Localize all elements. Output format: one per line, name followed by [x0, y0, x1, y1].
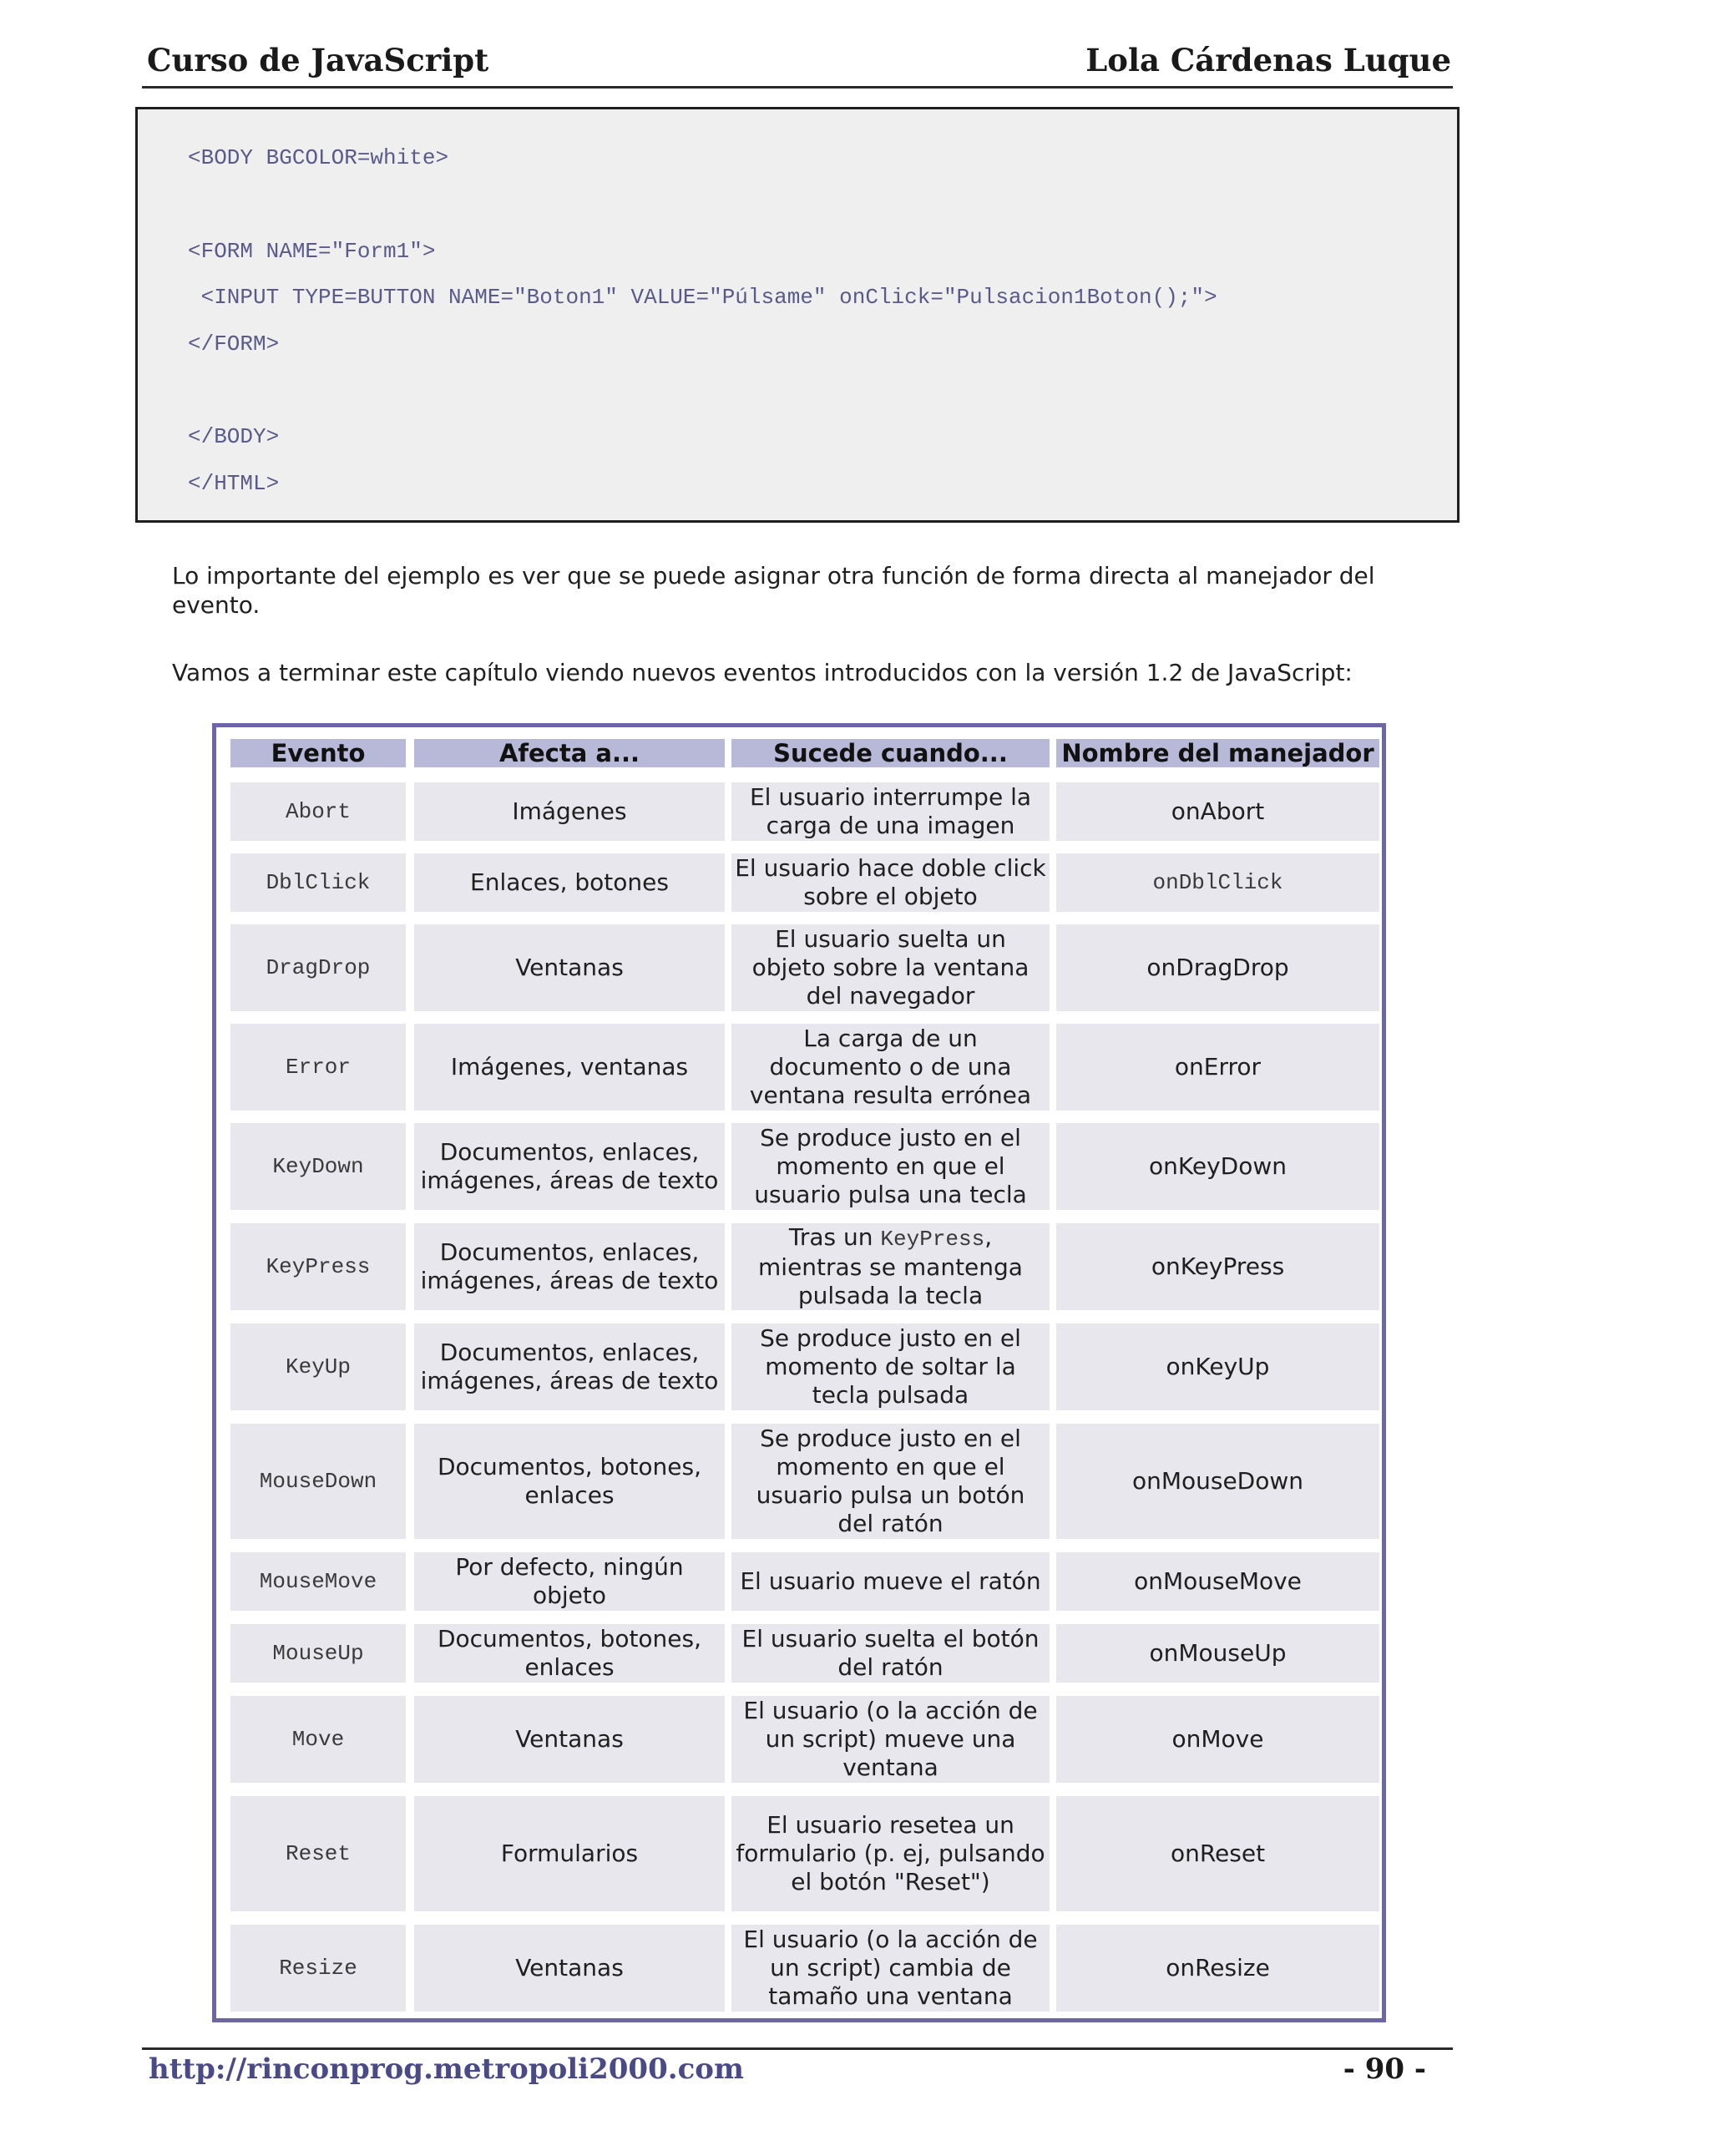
- cell-sucede: [731, 1223, 1050, 1310]
- cell-evento: MouseUp: [230, 1624, 406, 1683]
- paragraph-1: Lo importante del ejemplo es ver que se puede asignar otra función de forma directa al manejador del evento.: [172, 562, 1375, 619]
- cell-afecta: Ventanas: [414, 924, 725, 1011]
- cell-manejador: onMove: [1056, 1696, 1379, 1783]
- cell-sucede: El usuario (o la acción de un script) cambia de tamaño una ventana: [731, 1925, 1050, 2012]
- cell-sucede: El usuario hace doble click sobre el objeto: [731, 853, 1050, 912]
- cell-sucede: El usuario interrumpe la carga de una imagen: [731, 782, 1050, 841]
- header-rule: [142, 86, 1453, 89]
- cell-sucede-code: KeyPress: [880, 1227, 985, 1252]
- cell-sucede: El usuario suelta un objeto sobre la ventana del navegador: [731, 924, 1050, 1011]
- footer-rule: [142, 2047, 1453, 2050]
- header-afecta: Afecta a...: [414, 739, 725, 767]
- cell-sucede: Se produce justo en el momento en que el usuario pulsa una tecla: [731, 1123, 1050, 1210]
- document-title: Curso de JavaScript: [147, 42, 489, 78]
- cell-afecta: Imágenes, ventanas: [414, 1024, 725, 1111]
- cell-manejador: onKeyDown: [1056, 1123, 1379, 1210]
- cell-afecta: Ventanas: [414, 1696, 725, 1783]
- cell-manejador: onError: [1056, 1024, 1379, 1111]
- cell-manejador: onDragDrop: [1056, 924, 1379, 1011]
- cell-sucede: El usuario mueve el ratón: [731, 1552, 1050, 1611]
- cell-sucede-text: , mientras se mantenga pulsada la tecla: [758, 1223, 1023, 1309]
- code-line: <INPUT TYPE=BUTTON NAME="Boton1" VALUE="Púlsame" onClick="Pulsacion1Boton();">: [188, 285, 1217, 310]
- code-line: </FORM>: [188, 331, 280, 357]
- cell-evento: KeyDown: [230, 1123, 406, 1210]
- cell-afecta: Por defecto, ningún objeto: [414, 1552, 725, 1611]
- cell-afecta: Documentos, enlaces, imágenes, áreas de texto: [414, 1223, 725, 1310]
- cell-evento: DblClick: [230, 853, 406, 912]
- cell-sucede: Se produce justo en el momento en que el usuario pulsa un botón del ratón: [731, 1424, 1050, 1539]
- cell-evento: KeyUp: [230, 1323, 406, 1410]
- cell-sucede: El usuario resetea un formulario (p. ej, pulsando el botón "Reset"): [731, 1796, 1050, 1911]
- code-block: [135, 107, 1460, 523]
- cell-sucede: Se produce justo en el momento de soltar la tecla pulsada: [731, 1323, 1050, 1410]
- cell-sucede: El usuario suelta el botón del ratón: [731, 1624, 1050, 1683]
- cell-sucede: La carga de un documento o de una ventana resulta errónea: [731, 1024, 1050, 1111]
- code-line: </HTML>: [188, 471, 280, 496]
- header-evento: Evento: [230, 739, 406, 767]
- cell-afecta: Enlaces, botones: [414, 853, 725, 912]
- cell-manejador: onReset: [1056, 1796, 1379, 1911]
- cell-evento: MouseDown: [230, 1424, 406, 1539]
- cell-afecta: Imágenes: [414, 782, 725, 841]
- cell-manejador: onKeyUp: [1056, 1323, 1379, 1410]
- paragraph-2: Vamos a terminar este capítulo viendo nuevos eventos introducidos con la versión 1.2 de JavaScript:: [172, 659, 1353, 686]
- cell-evento: KeyPress: [230, 1223, 406, 1310]
- cell-manejador: onAbort: [1056, 782, 1379, 841]
- cell-evento: Move: [230, 1696, 406, 1783]
- cell-manejador: onKeyPress: [1056, 1223, 1379, 1310]
- code-line: <BODY BGCOLOR=white>: [188, 145, 449, 170]
- cell-sucede: El usuario (o la acción de un script) mueve una ventana: [731, 1696, 1050, 1783]
- cell-afecta: Documentos, botones, enlaces: [414, 1624, 725, 1683]
- cell-afecta: Documentos, botones, enlaces: [414, 1424, 725, 1539]
- cell-evento: MouseMove: [230, 1552, 406, 1611]
- footer-url[interactable]: http://rinconprog.metropoli2000.com: [149, 2052, 744, 2086]
- code-line: </BODY>: [188, 424, 280, 449]
- cell-manejador: onMouseDown: [1056, 1424, 1379, 1539]
- cell-evento: Resize: [230, 1925, 406, 2012]
- code-line: <FORM NAME="Form1">: [188, 239, 436, 264]
- cell-evento: Error: [230, 1024, 406, 1111]
- cell-evento: Reset: [230, 1796, 406, 1911]
- cell-manejador: onDblClick: [1056, 853, 1379, 912]
- cell-manejador: onResize: [1056, 1925, 1379, 2012]
- cell-afecta: Documentos, enlaces, imágenes, áreas de texto: [414, 1323, 725, 1410]
- cell-afecta: Documentos, enlaces, imágenes, áreas de texto: [414, 1123, 725, 1210]
- cell-manejador: onMouseUp: [1056, 1624, 1379, 1683]
- cell-afecta: Formularios: [414, 1796, 725, 1911]
- page-number: - 90 -: [1343, 2052, 1426, 2086]
- events-table: [212, 723, 1386, 2022]
- header-sucede: Sucede cuando...: [731, 739, 1050, 767]
- cell-evento: DragDrop: [230, 924, 406, 1011]
- document-author: Lola Cárdenas Luque: [1085, 42, 1451, 78]
- cell-afecta: Ventanas: [414, 1925, 725, 2012]
- cell-evento: Abort: [230, 782, 406, 841]
- cell-manejador: onMouseMove: [1056, 1552, 1379, 1611]
- header-manejador: Nombre del manejador: [1056, 739, 1379, 767]
- cell-sucede-text: Tras un: [788, 1223, 873, 1251]
